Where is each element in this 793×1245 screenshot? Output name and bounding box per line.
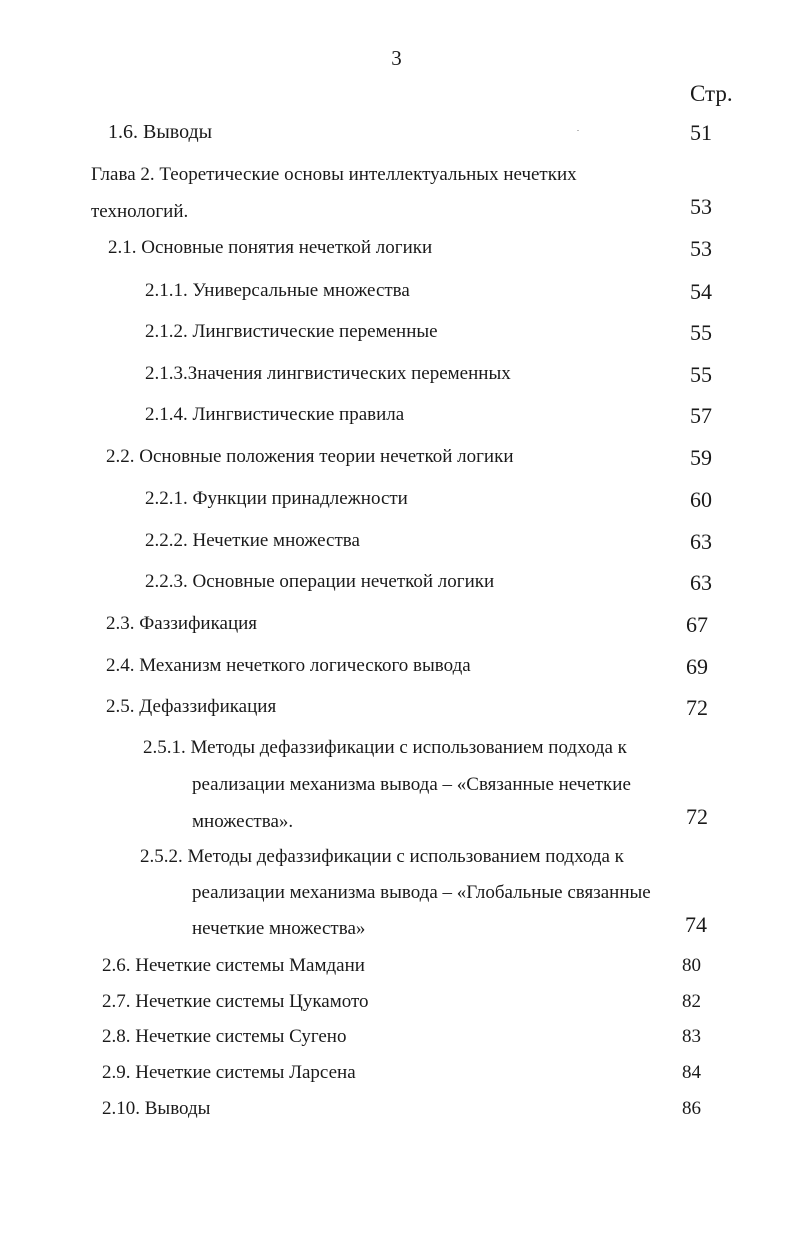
toc-entry-page: 82 [682,991,701,1012]
toc-entry-label: 2.2.1. Функции принадлежности [145,488,408,509]
toc-entry-label: 2.4. Механизм нечеткого логического вывода [106,655,471,676]
toc-entry-page: 67 [686,612,708,637]
toc-entry-page: 60 [690,487,712,512]
toc-entry-label-line2: реализации механизма вывода – «Связанные нечеткие [192,774,631,795]
toc-entry-label: 1.6. Выводы [108,121,213,143]
toc-entry-label: 2.1. Основные понятия нечеткой логики [108,237,433,258]
toc-entry-label: 2.3. Фаззификация [106,613,258,634]
toc-entry-label-line2: реализации механизма вывода – «Глобальные связанные [192,882,651,903]
toc-entry-page: 80 [682,955,701,976]
page-number: 3 [391,46,402,70]
toc-entry-label: 2.6. Нечеткие системы Мамдани [102,955,365,976]
toc-entry-label: 2.1.2. Лингвистические переменные [145,321,438,342]
toc-entry-label-line1: 2.5.2. Методы дефаззификации с использованием подхода к [140,846,624,867]
toc-entry-page: 86 [682,1098,701,1119]
toc-entry-page: 57 [690,403,712,428]
toc-chapter-label-line2: технологий. [91,201,189,222]
toc-entry-page: 51 [690,120,712,145]
toc-entry-page: 55 [690,320,712,345]
toc-entry-page: 63 [690,529,712,554]
toc-entry-label: 2.2. Основные положения теории нечеткой логики [106,446,514,467]
toc-entry-label: 2.2.3. Основные операции нечеткой логики [145,571,495,592]
page-column-header: Стр. [690,81,733,106]
toc-entry-page: 63 [690,570,712,595]
toc-entry-page: 69 [686,654,708,679]
toc-entry-label: 2.2.2. Нечеткие множества [145,530,360,551]
toc-entry-label: 2.10. Выводы [102,1098,211,1119]
toc-entry-label: 2.8. Нечеткие системы Сугено [102,1026,347,1047]
scan-speck [577,130,579,131]
toc-entry-label: 2.1.4. Лингвистические правила [145,404,405,425]
toc-entry-page: 72 [686,695,708,720]
toc-entry-label-line3: множества». [192,811,294,832]
toc-entry-label-line1: 2.5.1. Методы дефаззификации с использованием подхода к [143,737,627,758]
toc-entry-page: 55 [690,362,712,387]
toc-entry-page: 59 [690,445,712,470]
toc-entry-page: 84 [682,1062,701,1083]
toc-entry-page: 74 [685,912,707,937]
toc-entry-page: 53 [690,194,712,219]
toc-chapter-label-line1: Глава 2. Теоретические основы интеллектуальных нечетких [91,164,577,185]
toc-entry-page: 54 [690,279,712,304]
toc-entry-label: 2.5. Дефаззификация [106,696,277,717]
toc-entry-page: 72 [686,804,708,829]
toc-entry-label-line3: нечеткие множества» [192,918,366,939]
toc-entry-label: 2.9. Нечеткие системы Ларсена [102,1062,356,1083]
toc-entry-label: 2.1.1. Универсальные множества [145,280,410,301]
toc-entry-label: 2.7. Нечеткие системы Цукамото [102,991,369,1012]
toc-entry-page: 53 [690,236,712,261]
toc-entry-page: 83 [682,1026,701,1047]
toc-entry-label: 2.1.3.Значения лингвистических переменных [145,363,511,384]
